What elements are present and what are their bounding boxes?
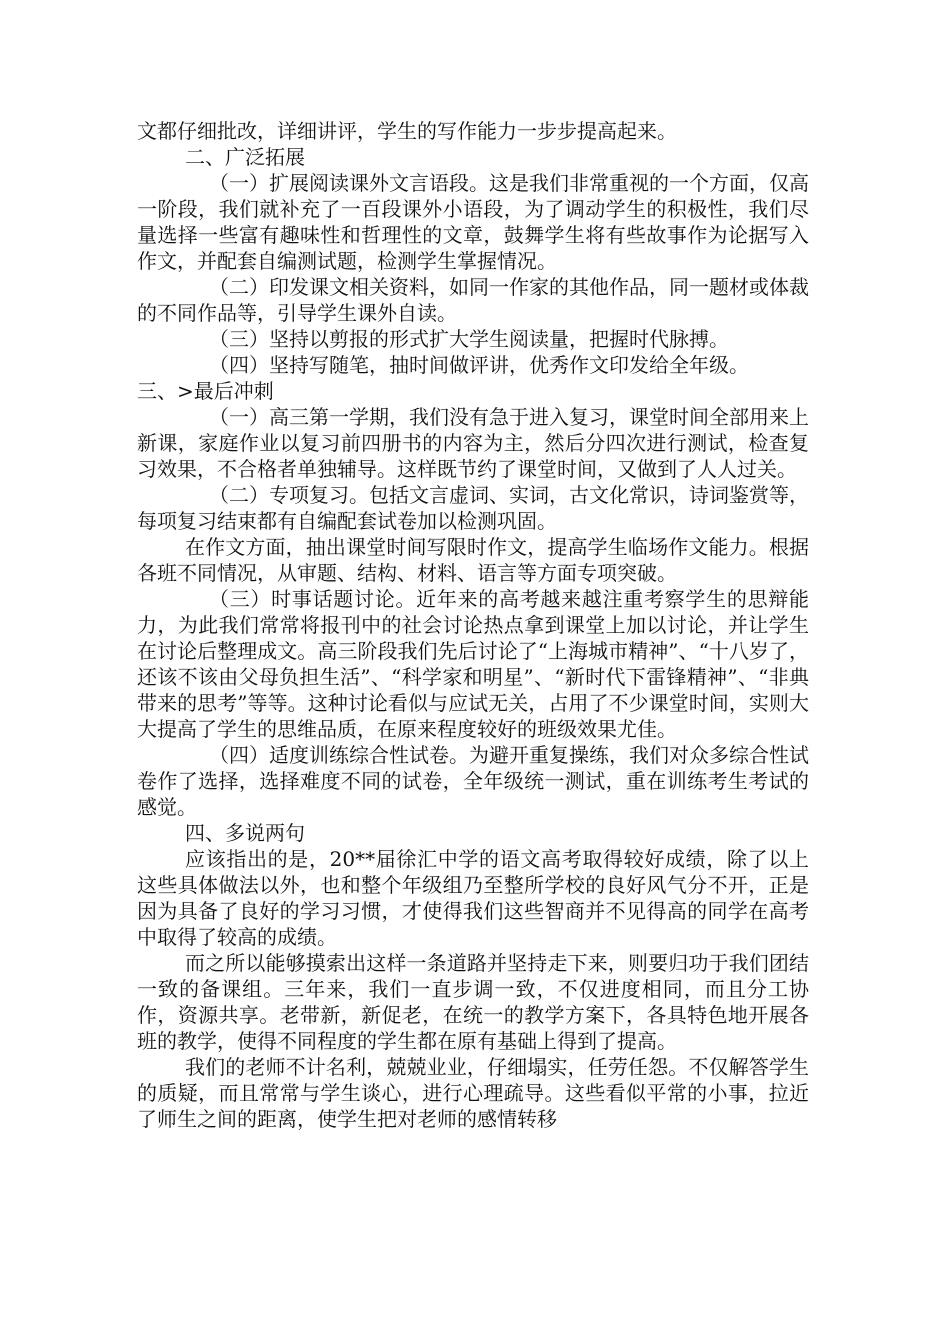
paragraph: （二）专项复习。包括文言虚词、实词，古文化常识，诗词鉴赏等，每项复习结束都有自编配套试卷加以检测巩固。	[137, 483, 809, 533]
paragraph: （四）坚持写随笔，抽时间做评讲，优秀作文印发给全年级。	[209, 353, 749, 377]
paragraph: 文都仔细批改，详细讲评，学生的写作能力一步步提高起来。	[137, 119, 677, 143]
paragraph: （三）时事话题讨论。近年来的高考越来越注重考察学生的思辩能力，为此我们常常将报刊中的社会讨论热点拿到课堂上加以讨论，并让学生在讨论后整理成文。高三阶段我们先后讨论了“上海城市精神”、“十八岁了，还该不该由父母负担生活”、“科学家和明星”、“新时代下雷锋精神”、“非典带来的思考”等等。这种讨论看似与应试无关，占用了不少课堂时间，实则大大提高了学生的思维品质，在原来程度较好的班级效果尤佳。	[137, 587, 809, 741]
paragraph: （四）适度训练综合性试卷。为避开重复操练，我们对众多综合性试卷作了选择，选择难度不同的试卷，全年级统一测试，重在训练考生考试的感觉。	[137, 743, 809, 819]
paragraph: 我们的老师不计名利，兢兢业业，仔细塌实，任劳任怨。不仅解答学生的质疑，而且常常与学生谈心，进行心理疏导。这些看似平常的小事，拉近了师生之间的距离，使学生把对老师的感情转移	[137, 1055, 809, 1131]
paragraph: （三）坚持以剪报的形式扩大学生阅读量，把握时代脉搏。	[209, 327, 729, 351]
paragraph: （一）扩展阅读课外文言语段。这是我们非常重视的一个方面，仅高一阶段，我们就补充了一百段课外小语段，为了调动学生的积极性，我们尽量选择一些富有趣味性和哲理性的文章，鼓舞学生将有些故事作为论据写入作文，并配套自编测试题，检测学生掌握情况。	[137, 171, 809, 273]
section-heading: 三、>最后冲刺	[137, 379, 274, 403]
section-heading: 四、多说两句	[185, 821, 305, 845]
paragraph: 而之所以能够摸索出这样一条道路并坚持走下来，则要归功于我们团结一致的备课组。三年来，我们一直步调一致，不仅进度相同，而且分工协作，资源共享。老带新，新促老，在统一的教学方案下，各具特色地开展各班的教学，使得不同程度的学生都在原有基础上得到了提高。	[137, 951, 809, 1053]
paragraph: 在作文方面，抽出课堂时间写限时作文，提高学生临场作文能力。根据各班不同情况，从审题、结构、材料、语言等方面专项突破。	[137, 535, 809, 585]
paragraph: 应该指出的是，20**届徐汇中学的语文高考取得较好成绩，除了以上这些具体做法以外，也和整个年级组乃至整所学校的良好风气分不开，正是因为具备了良好的学习习惯，才使得我们这些智商并不见得高的同学在高考中取得了较高的成绩。	[137, 847, 809, 949]
paragraph: （一）高三第一学期，我们没有急于进入复习，课堂时间全部用来上新课，家庭作业以复习前四册书的内容为主，然后分四次进行测试，检查复习效果，不合格者单独辅导。这样既节约了课堂时间，又做到了人人过关。	[137, 405, 809, 481]
document-body	[137, 118, 809, 1132]
section-heading: 二、广泛拓展	[185, 145, 305, 169]
paragraph: （二）印发课文相关资料，如同一作家的其他作品，同一题材或体裁的不同作品等，引导学生课外自读。	[137, 275, 809, 325]
